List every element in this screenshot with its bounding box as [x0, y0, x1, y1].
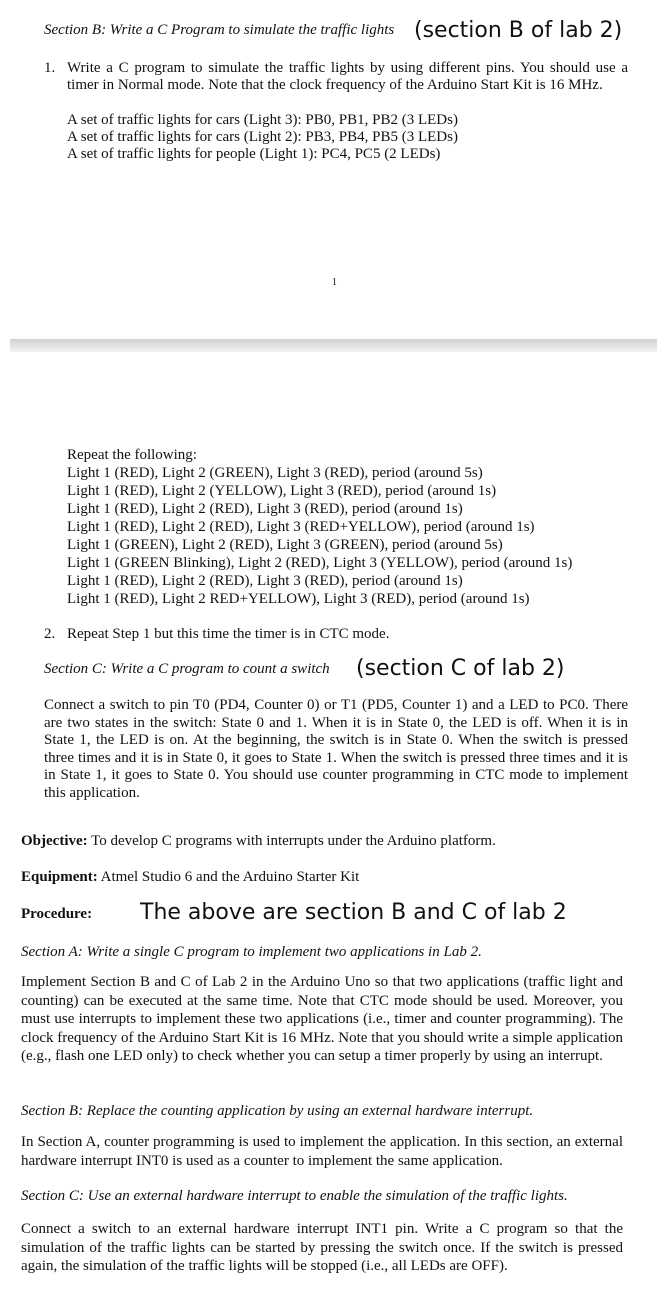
sequence-step: Light 1 (RED), Light 2 (YELLOW), Light 3 (RED), period (around 1s)	[67, 483, 497, 499]
equipment-text: Atmel Studio 6 and the Arduino Starter Kit	[100, 869, 360, 885]
section-c-heading: Section C: Write a C program to count a switch	[44, 661, 330, 677]
section-a-heading: Section A: Write a single C program to implement two applications in Lab 2.	[21, 944, 482, 960]
sequence-step: Light 1 (RED), Light 2 (GREEN), Light 3 (RED), period (around 5s)	[67, 465, 483, 481]
objective-label: Objective:	[21, 833, 88, 849]
equipment-line	[21, 869, 359, 886]
objective-text: To develop C programs with interrupts under the Arduino platform.	[91, 833, 496, 849]
sequence-step: Light 1 (RED), Light 2 (RED), Light 3 (RED), period (around 1s)	[67, 573, 463, 589]
section-c-text: Connect a switch to pin T0 (PD4, Counter 0) or T1 (PD5, Counter 1) and a LED to PC0. There are two states in the switch: State 0 and 1. When it is in State 0, the LED is off. When it is in State 1, the LED is on. At the beginning, the switch is in State 0. When the switch is pressed three times and it is in State 0, it goes to State 1. When the switch is pressed three times and it is in State 1, it goes to State 0. You should use counter programming in CTC mode to implement this application.	[44, 697, 628, 801]
repeat-heading: Repeat the following:	[67, 447, 197, 463]
objective-line	[21, 833, 496, 850]
section-b-annotation: (section B of lab 2)	[414, 18, 623, 43]
procedure-annotation: The above are section B and C of lab 2	[140, 900, 567, 925]
item-2-text: Repeat Step 1 but this time the timer is in CTC mode.	[67, 626, 390, 642]
section-b-heading: Section B: Write a C Program to simulate the traffic lights	[44, 22, 395, 38]
section-b3-text: In Section A, counter programming is used to implement the application. In this section, an external hardware interrupt INT0 is used as a counter to implement the same application.	[21, 1134, 623, 1169]
equipment-label: Equipment:	[21, 869, 98, 885]
section-c3-heading: Section C: Use an external hardware interrupt to enable the simulation of the traffic lights.	[21, 1188, 568, 1204]
light-1-pins: A set of traffic lights for people (Light 1): PC4, PC5 (2 LEDs)	[67, 146, 441, 162]
section-c-annotation: (section C of lab 2)	[356, 656, 565, 681]
procedure-label: Procedure:	[21, 906, 93, 922]
sequence-step: Light 1 (GREEN Blinking), Light 2 (RED), Light 3 (YELLOW), period (around 1s)	[67, 555, 573, 571]
sequence-step: Light 1 (RED), Light 2 RED+YELLOW), Light 3 (RED), period (around 1s)	[67, 591, 530, 607]
item-1-text: Write a C program to simulate the traffic lights by using different pins. You should use a timer in Normal mode. Note that the clock frequency of the Arduino Start Kit is 16 MHz.	[67, 60, 628, 93]
light-2-pins: A set of traffic lights for cars (Light 2): PB3, PB4, PB5 (3 LEDs)	[67, 129, 458, 145]
section-c3-text: Connect a switch to an external hardware interrupt INT1 pin. Write a C program so that the simulation of the traffic lights can be started by pressing the switch once. If the switch is pressed again, the simulation of the traffic lights will be stopped (i.e., all LEDs are OFF).	[21, 1221, 623, 1274]
sequence-step: Light 1 (GREEN), Light 2 (RED), Light 3 (GREEN), period (around 5s)	[67, 537, 503, 553]
section-a-text: Implement Section B and C of Lab 2 in the Arduino Uno so that two applications (traffic light and counting) can be executed at the same time. Note that CTC mode should be used. Moreover, you must use interrupts to implement these two applications (i.e., timer and counter programming). The clock frequency of the Arduino Start Kit is 16 MHz. Note that you should write a simple application (e.g., flash one LED only) to check whether you can setup a timer properly by using an interrupt.	[21, 974, 623, 1065]
item-2-number: 2.	[44, 626, 56, 642]
sequence-step: Light 1 (RED), Light 2 (RED), Light 3 (RED), period (around 1s)	[67, 501, 463, 517]
sequence-step: Light 1 (RED), Light 2 (RED), Light 3 (RED+YELLOW), period (around 1s)	[67, 519, 535, 535]
section-b3-heading: Section B: Replace the counting application by using an external hardware interrupt.	[21, 1103, 534, 1119]
page-divider	[10, 339, 657, 352]
item-1-number: 1.	[44, 60, 56, 76]
page-number: 1	[332, 277, 337, 288]
light-3-pins: A set of traffic lights for cars (Light 3): PB0, PB1, PB2 (3 LEDs)	[67, 112, 458, 128]
